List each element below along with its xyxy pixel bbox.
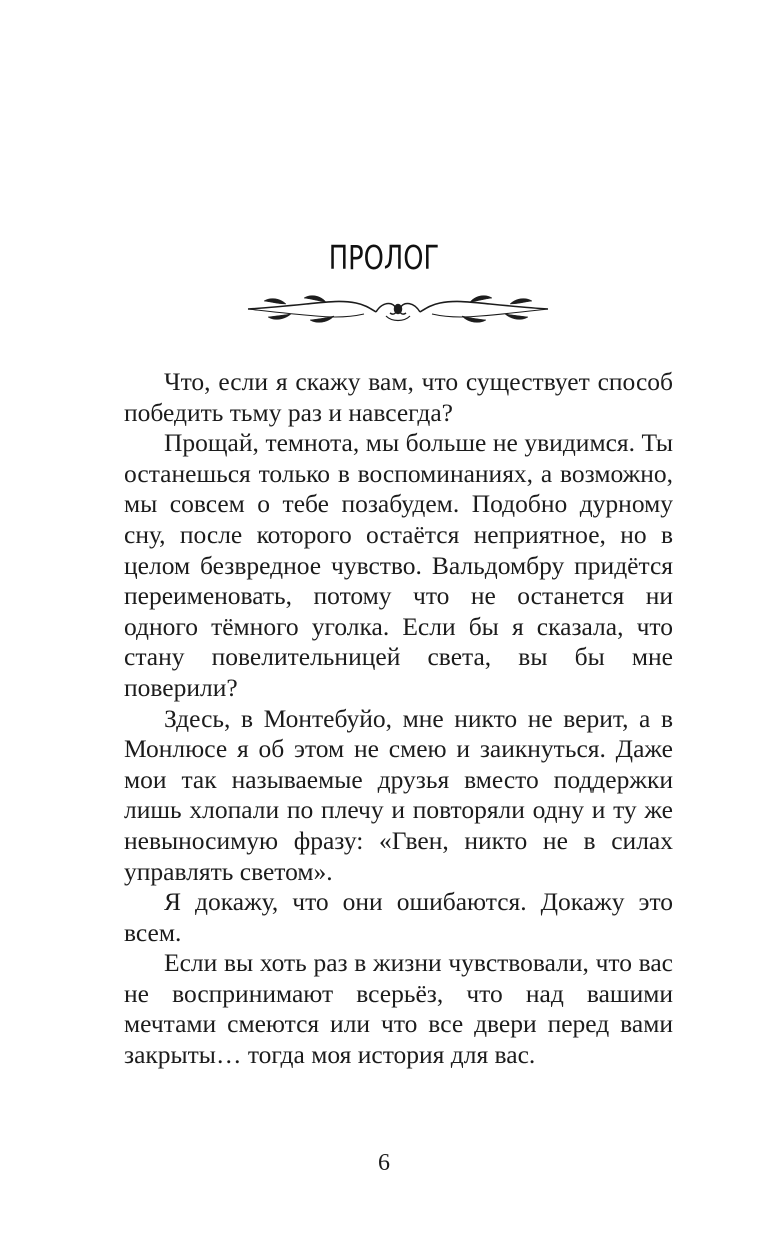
paragraph: Здесь, в Монтебуйо, мне никто не верит, а в Монлюсе я об этом не смею и заикнуться. Даже мои так называемые друзья вместо поддержки лишь хлопали по плечу и повторяли одну и ту же невыносимую фразу: «Гвен, никто не в силах управлять светом». (124, 703, 673, 886)
body-text (124, 367, 673, 1071)
paragraph: Если вы хоть раз в жизни чувствовали, что вас не воспринимают всерьёз, что над вашими мечтами смеются или что все двери перед вами закрыты… тогда моя история для вас. (124, 948, 673, 1070)
paragraph: Прощай, темнота, мы больше не увидимся. Ты останешься только в воспоминаниях, а возможно, мы совсем о тебе позабудем. Подобно дурному сну, после которого остаётся неприятное, но в целом безвредное чувство. Вальдомбру придётся переименовать, потому что не останется ни одного тёмного уголка. Если бы я сказала, что стану повелительницей света, вы бы мне поверили? (124, 428, 673, 702)
paragraph: Я докажу, что они ошибаются. Докажу это всем. (124, 887, 673, 947)
page-number: 6 (378, 1150, 390, 1176)
paragraph: Что, если я скажу вам, что существует способ победить тьму раз и навсегда? (124, 367, 673, 427)
floral-divider-icon (246, 292, 550, 326)
chapter-title: ПРОЛОГ (328, 238, 440, 277)
